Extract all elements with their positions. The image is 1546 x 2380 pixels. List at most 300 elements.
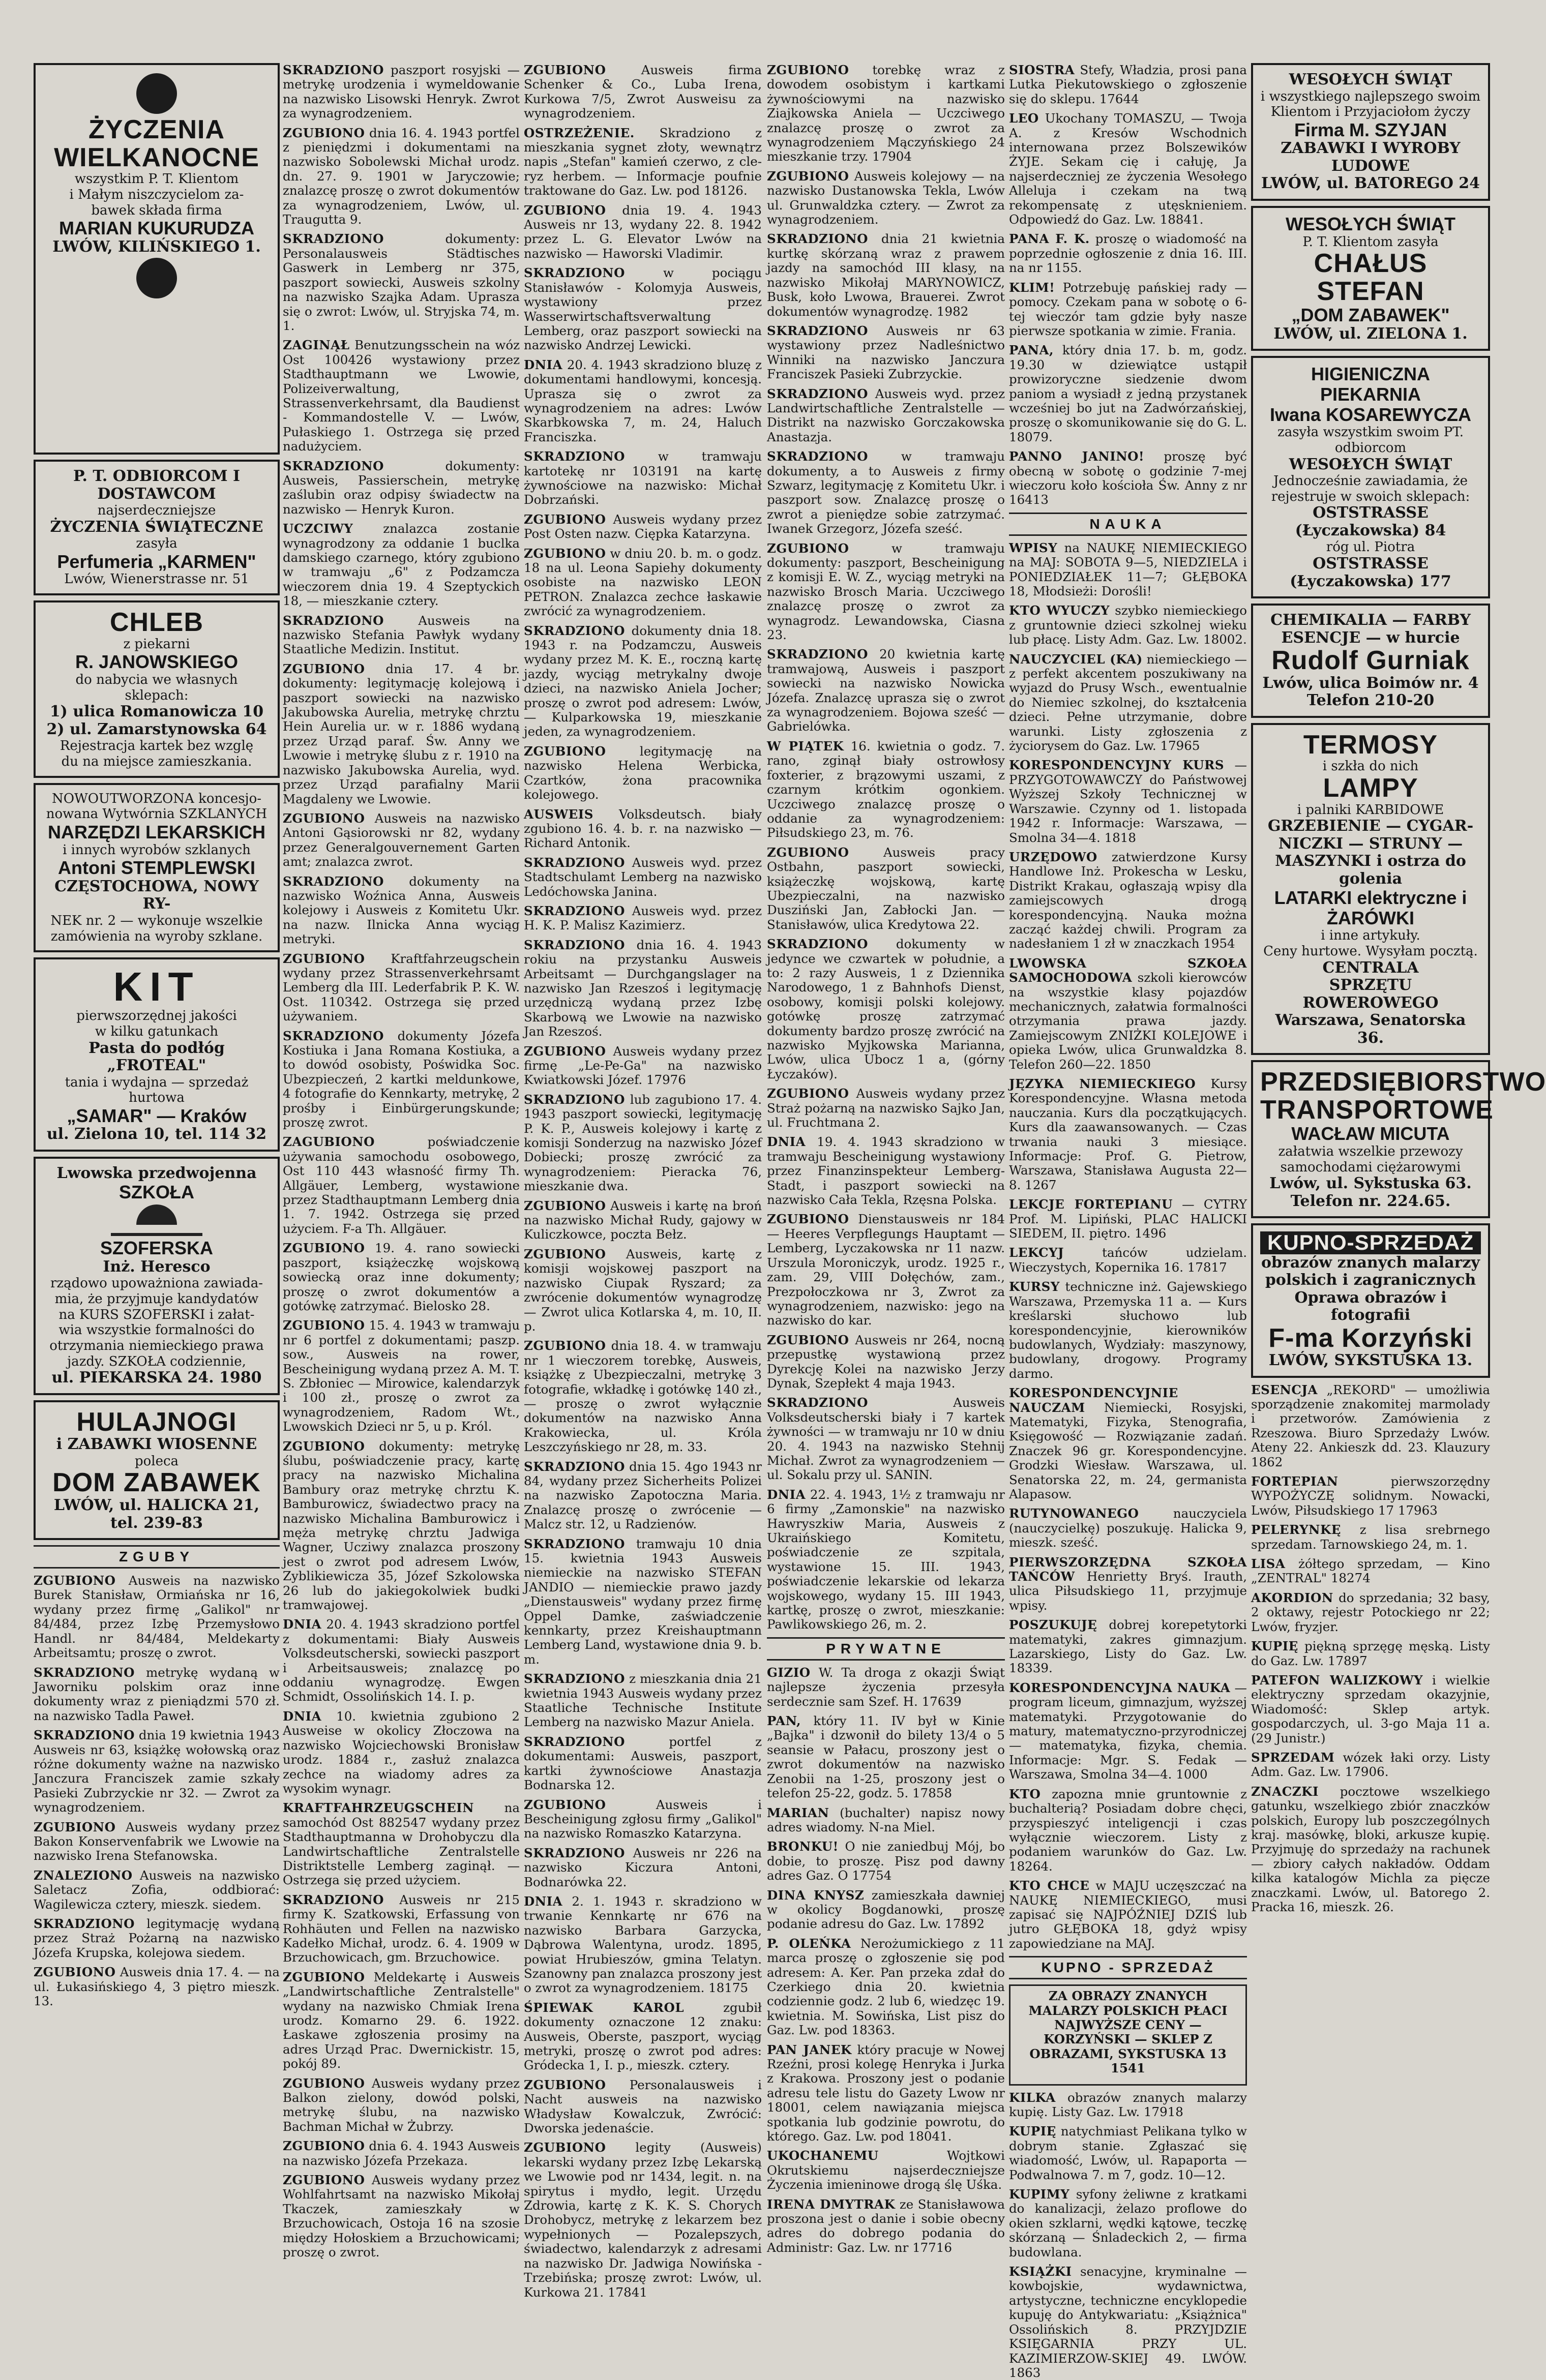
ad-firm-name: Iwana KOSAREWYCZA xyxy=(1269,404,1472,425)
classified-entry xyxy=(283,459,520,517)
entry-heading: ZGUBIONO xyxy=(524,1797,606,1812)
ad-address: LWÓW, ul. BATOREGO 24 xyxy=(1261,174,1480,193)
classified-entry xyxy=(524,856,762,899)
ad-text: sklepach: xyxy=(125,687,189,703)
entry-heading: ZGUBIONO xyxy=(767,1086,849,1101)
classified-entry xyxy=(283,338,520,454)
ad-text: obrazów znanych malarzy xyxy=(1261,1253,1480,1272)
entry-heading: PAN JANEK xyxy=(767,2042,852,2057)
ad-text: NOWOUTWORZONA koncesjo- xyxy=(51,791,262,806)
ad-phone: Telefon nr. 224.65. xyxy=(1290,1192,1451,1210)
classified-entry xyxy=(767,846,1005,932)
entry-text: dnia 19 kwietnia 1943 Ausweis nr 63, książkę wołowską oraz różne dokumenty ważne na nazwisko Janczura Franciszek zamie szkały Pasieki Zubrzyckie nr 32. — Zwrot za wynagrodzeniem. xyxy=(34,1728,280,1815)
entry-text: Ausweis nr 215 firmy K. Szatkowski, Erfassung von Rohhäuten und Fellen na nazwisko Kadełko Michał, urodz. 6. 4. 1909 w Brzuchowicach, gm. Brzuchowice. xyxy=(283,1892,520,1965)
classified-entry xyxy=(767,2043,1005,2144)
entry-text: 20 kwietnia kartę tramwajową, Ausweis i paszport sowiecki na nazwisko Nowicka Józefa. Znalazcę uprasza się o zwrot za wynagrodzeniem. Bojowa sześć — Gabrielówka. xyxy=(767,647,1005,734)
entry-text: i wielkie elektryczny sprzedam okazyjnie, Wiadomość: Sklep artyk. gospodarczych, ul. 3-go Maja 11 a. (29 Junistr.) xyxy=(1251,1672,1491,1745)
entry-text: Ausweis, kartę z komisji wojskowej paszport na nazwisko Ciupak Ryszard; za zwrócenie dokumentów wynagrodzę — Zwrot ulica Kotlarska 4, m. 10, II. p. xyxy=(524,1246,762,1334)
ad-firm-name: „DOM ZABAWEK" xyxy=(1291,305,1450,326)
entry-text: metrykę wydaną w Jaworniku polskim oraz inne dokumenty wraz z pieniądzmi 570 zł. na nazwisko Tadla Paweł. xyxy=(34,1665,280,1723)
classified-entry xyxy=(767,1135,1005,1207)
entry-text: proszę o wiadomość na poprzednie ogłoszenie z dnia 16. III. na nr 1155. xyxy=(1009,231,1247,276)
ad-title: SZOFERSKA xyxy=(100,1238,213,1259)
classified-entry xyxy=(767,1806,1005,1835)
ad-firm-name: „SAMAR" — Kraków xyxy=(67,1105,247,1126)
ad-address: LWÓW, ul. HALICKA 21, xyxy=(53,1496,260,1515)
ad-text: MASZYNKI i ostrza do xyxy=(1275,852,1466,870)
entry-text: który pracuje w Nowej Rzeźni, prosi kolegę Henryka i Jurka z Krakowa. Proszony jest o podanie adresu tele listu do Gazety Lwow nr 18001, celem nawiązania miejsca spotkania lub godzinie powrotu, do którego. Gaz. Lw. pod 18041. xyxy=(767,2042,1005,2144)
classified-entry xyxy=(524,624,762,739)
classified-entry xyxy=(1251,1785,1490,1915)
entry-text: w MAJU uczęszczać na NAUKĘ NIEMIECKIEGO, musi zapisać się NAJPÓŹNIEJ DZIŚ lub jutro GŁĘBOKA 18, gdyż wpisy zapowiedziane na MAJ. xyxy=(1009,1878,1247,1951)
entry-heading: DNIA xyxy=(283,1617,322,1632)
ad-kit xyxy=(34,957,280,1152)
entry-text: Kraftfahrzeugschein wydany przez Strassenverkehrsamt Lemberg dla III. Lederfabrik P. K. W. Ost. 110342. Ostrzega się przed używaniem. xyxy=(283,951,520,1024)
entry-text: dnia 6. 4. 1943 Ausweis na nazwisko Józefa Przekaza. xyxy=(283,2138,520,2168)
ad-title: HIGIENICZNA PIEKARNIA xyxy=(1311,364,1430,405)
classified-entry xyxy=(524,1846,762,1889)
entry-text: W. Ta droga z okazji Świąt najlepsze życzenia przesyła serdecznie sam Szef. H. 17639 xyxy=(767,1665,1005,1709)
ad-text: Klientom i Przyjaciołom życzy xyxy=(1270,104,1471,120)
entry-text: żółtego sprzedam, — Kino „ZENTRAL" 18274 xyxy=(1251,1556,1490,1586)
ad-address: Lwów, ul. Sykstuska 63. xyxy=(1269,1174,1472,1193)
classified-entry xyxy=(1009,2187,1247,2260)
classified-entry xyxy=(34,1574,280,1660)
entry-text: „REKORD" — umożliwia sporządzenie znakomitej marmolady i przetworów. Zamówienia z Rzeszowa. Biuro Sprzedaży Lwów. Ateny 22. Ankieszk dd. 23. Klauzury 1862 xyxy=(1251,1382,1490,1469)
classified-entry xyxy=(283,1241,520,1313)
classified-entry xyxy=(524,203,762,261)
classified-list-kupno xyxy=(1009,2091,1247,2380)
classified-entry xyxy=(1009,343,1247,444)
entry-text: 19. 4. 1943 skradziono w tramwaju Bescheinigung wystawiony przez Finanzinspekteur Lemberg-Stadt, i paszport sowiecki na nazwisko Cała Tekla, Rzęsna Polska. xyxy=(767,1134,1005,1208)
classified-entry xyxy=(34,1965,280,2008)
classified-entry xyxy=(767,1937,1005,2038)
ad-text: NEK nr. 2 — wykonuje wszelkie xyxy=(50,913,263,928)
classified-entry xyxy=(283,2173,520,2260)
entry-text: Kursy Korespondencyjne. Własna metoda nauczania. Kurs dla początkujących. Kurs dla zaawansowanych. — Czas trwania nauki 3 miesiące. Informacje: Prof. G. Pietrow, Warszawa, Stanisława Augusta 22—8. 1267 xyxy=(1009,1076,1247,1192)
ad-text: i innych wyrobów szklanych xyxy=(63,842,251,858)
ad-address: OSTSTRASSE (Łyczakowska) 177 xyxy=(1290,555,1451,590)
ad-title: WESOŁYCH ŚWIĄT xyxy=(1289,71,1452,88)
entry-text: Ausweis pracy Ostbahn, paszport sowiecki, książeczkę wojskową, kartę Ubezpieczalni, na nazwisko Dusziński Jan, Zabłocki Jan. — Stanisławów, ulica Kredytowa 22. xyxy=(767,845,1005,932)
entry-text: Ausweis wyd. przez Stadtschulamt Lemberg na nazwisko Ledóchowska Janina. xyxy=(524,855,762,899)
entry-text: szkoli kierowców na wszystkie klasy pojazdów mechanicznych, załatwia formalności otrzymania prawa jazdy. Zamiejscowym ZNIŻKI KOLEJOWE i opieka Lwów, ulica Grunwaldzka 8. Telefon 260—22. 1850 xyxy=(1009,970,1247,1072)
ornament-circle-icon xyxy=(136,258,177,298)
classified-entry xyxy=(1251,1591,1490,1634)
entry-heading: SKRADZIONO xyxy=(34,1665,135,1680)
classified-list xyxy=(524,63,762,2300)
classified-entry xyxy=(1009,2091,1247,2120)
entry-heading: SKRADZIONO xyxy=(283,1892,384,1907)
classified-entry xyxy=(283,1439,520,1613)
ad-text: i inne artykuły. xyxy=(1321,928,1420,944)
classified-entry xyxy=(1009,63,1247,106)
ad-text: tania i wydajna — sprzedaż hurtowa xyxy=(65,1074,249,1106)
ad-text: zasyła wszystkim swoim PT. odbiorcom xyxy=(1277,425,1464,456)
classified-entry xyxy=(1009,1077,1247,1192)
classified-entry xyxy=(283,63,520,121)
classified-entry xyxy=(524,266,762,352)
ad-address: 2) ul. Zamarstynowska 64 xyxy=(46,720,267,738)
entry-text: portfel z dokumentami: Ausweis, paszport, kartki żywnościowe Anastazja Bodnarska 12. xyxy=(524,1734,762,1793)
entry-heading: ZGUBIONO xyxy=(767,1212,849,1227)
entry-text: Ausweis wyd. przez H. K. P. Malisz Kazimierz. xyxy=(524,903,762,933)
entry-heading: ZGUBIONO xyxy=(524,743,606,759)
entry-text: Ausweis na nazwisko Burek Stanisław, Ormiańska nr 16, wydany przez firmę „Galikol" nr 84/484, przez Izbę Przemysłowo Handl. nr 84/484, Meldekarty Arbeitsamtu; proszę o zwrot. xyxy=(34,1573,280,1661)
classified-entry xyxy=(524,1894,762,1996)
entry-text: Ausweis wydany przez Bakon Konservenfabrik we Lwowie na nazwisko Irena Stefanowska. xyxy=(34,1819,280,1863)
ad-gurniak xyxy=(1251,604,1490,718)
classified-entry xyxy=(767,387,1005,445)
ad-title: WIELKANOCNE xyxy=(54,142,259,172)
ad-text: NICZKI — STRUNY — xyxy=(1278,834,1463,853)
ad-text: du na miejsce zamieszkania. xyxy=(61,754,252,769)
ad-title: PRZEDSIĘBIORSTWO xyxy=(1260,1067,1546,1097)
classified-entry xyxy=(767,1714,1005,1800)
entry-text: Potrzebuję pańskiej rady — pomocy. Czekam pana w sobotę o 6-tej wieczór tam gdzie były nasze pierwsze spotkania w zimie. Frania. xyxy=(1009,280,1247,338)
entry-text: dnia 15. 4go 1943 nr 84, wydany przez Sicherheits Polizei na nazwisko Zapotoczna Maria. Znalazcę proszę o zwrócenie — Malcz str. 12, u Radzienów. xyxy=(524,1459,762,1532)
ad-text: LUDOWE xyxy=(1331,157,1410,175)
ad-firm-name: R. JANOWSKIEGO xyxy=(75,651,239,673)
classified-entry xyxy=(524,1537,762,1667)
entry-text: dnia 21 kwietnia kurtkę skórzaną wraz z prawem jazdy na samochód III klasy, na nazwisko Mikołaj MARYNOWICZ, Busk, koło Lwowa, Brauerei. Zwrot dokumentów wynagrodzę. 1982 xyxy=(767,231,1005,319)
entry-text: dnia 16. 4. 1943 rokiu na przystanku Ausweis Arbeitsamt — Durchgangslager na nazwisko Jan Rzeszoś i legitymację urzędniczą wydaną przez Izbę Skarbową we Lwowie na nazwisko Jan Rzeszoś. xyxy=(524,937,762,1039)
classified-entry xyxy=(1009,449,1247,507)
entry-text: Meldekartę i Ausweis „Landwirtschaftliche Zentralstelle" wydany na nazwisko Chmiak Irena urodz. Komarno 29. 6. 1922. Łaskawe zgłoszenia prosimy na adres Urząd Prac. Dwernickistr. 15, pokój 89. xyxy=(283,1969,520,2071)
classified-entry xyxy=(767,232,1005,318)
entry-heading: URZĘDOWO xyxy=(1009,849,1097,864)
ad-firm-name: F-ma Korzyński xyxy=(1268,1323,1473,1353)
entry-heading: ZGUBIONO xyxy=(767,168,849,184)
entry-text: O nie zaniedbuj Mój, bo dobie, to proszę. Pisz pod dawny adres Gaz. O 17754 xyxy=(767,1839,1005,1883)
ad-szkola-szoferska xyxy=(34,1157,280,1395)
classified-entry xyxy=(1251,1557,1490,1586)
entry-heading: ZGUBIONO xyxy=(524,2140,606,2155)
classified-entry xyxy=(283,232,520,333)
classified-entry xyxy=(767,1888,1005,1932)
ad-text: ŻYCZENIA ŚWIĄTECZNE xyxy=(50,518,263,536)
ad-firm-name: CENTRALA xyxy=(1322,958,1419,977)
classified-entry xyxy=(1009,1879,1247,1951)
column-classifieds-3 xyxy=(524,63,762,2300)
classified-entry xyxy=(1009,1280,1247,1381)
classified-entry xyxy=(1009,111,1247,227)
entry-text: do sprzedania; 32 basy, 2 oktawy, rejestr Potockiego nr 22; Lwów, fryzjer. xyxy=(1251,1590,1490,1634)
entry-heading: ESENCJA xyxy=(1251,1382,1318,1397)
entry-heading: KTO WYUCZY xyxy=(1009,603,1110,618)
entry-text: dokumenty dnia 18. 1943 r. na Podzamczu, Ausweis wydany przez M. K. E., roczną kartę jazdy, wyciąg metrykalny dwoje dzieci, na nazwisko Aniela Jocher; proszę o zwrot pod adresem: Lwów, — Kulparkowska 19, mieszkanie jeden, za wynagrodzeniem. xyxy=(524,623,762,739)
entry-heading: ZGUBIONO xyxy=(283,1241,365,1256)
entry-heading: SKRADZIONO xyxy=(524,623,626,638)
ad-text: z piekarni xyxy=(123,636,190,652)
entry-heading: KRAFTFAHRZEUGSCHEIN xyxy=(283,1800,474,1816)
entry-heading: SKRADZIONO xyxy=(34,1728,135,1743)
ad-chalus xyxy=(1251,206,1490,351)
entry-text: torebkę wraz z dowodem osobistym i kartkami żywnościowymi na nazwisko Ziajkowska Aniela — Uczciwego znalazcę proszę o zwrot za wynagrodzeniem Mączyńskiego 24 mieszkanie trzy. 17904 xyxy=(767,63,1005,164)
classified-entry xyxy=(34,1820,280,1863)
entry-heading: KSIĄŻKI xyxy=(1009,2264,1072,2279)
entry-text: dokumenty: metrykę ślubu, poświadczenie pracy, kartę pracy na nazwisko Michalina Bambury oraz metrykę chrztu K. Bamburowicz, świadectwo pracy na nazwisko Michalina Bamburowicz i męża metrykę chrztu Jadwiga Wagner, Ucziwy znalazca proszony jest o zwrot pod adresem Lwów, Zyblikiewicza 35, Józef Szkolowska 26 lub do jakiegokolwiek budki tramwajowej. xyxy=(283,1438,520,1613)
ad-kosarewycz xyxy=(1251,356,1490,598)
ad-title: HULAJNOGI xyxy=(76,1407,237,1437)
classified-entry xyxy=(524,63,762,121)
entry-heading: JĘZYKA NIEMIECKIEGO xyxy=(1009,1076,1196,1091)
entry-heading: KORESPONDENCYJNY KURS xyxy=(1009,758,1225,773)
classified-entry xyxy=(524,1460,762,1532)
ad-title: TERMOSY xyxy=(1303,730,1438,760)
column-classifieds-2 xyxy=(283,63,520,2260)
ad-text: ZABAWKI I WYROBY xyxy=(1281,139,1461,158)
entry-text: na NAUKĘ NIEMIECKIEGO na MAJ: SOBOTA 9—5, NIEDZIELA i PONIEDZIAŁEK 11—7; GŁĘBOKA 18, Młodsieżi: Dorośli! xyxy=(1009,540,1247,598)
classified-entry xyxy=(524,807,762,851)
entry-text: Nerożumickiego z 11 marca proszę o zgłoszenie się pod adresem: A. Ker. Pan przeka zdał do Czerkiego dnia 20. kwietnia codziennie godz. 2 lub 6, wiedzęc 19. kwietnia. M. Sowińska, List pisz do Gaz. Lw. pod 18363. xyxy=(767,1936,1005,2038)
entry-text: znalazca zostanie wynagrodzony za oddanie 1 buclka damskiego czarnego, który zgubiono w tramwaju „6" z Podzamcza wieczorem dnia 19. 4 Szeptyckich 18, — mieszkanie cztery. xyxy=(283,521,520,609)
classified-entry xyxy=(283,875,520,947)
entry-text: 22. 4. 1943, 1½ z tramwaju nr 6 firmy „Zamonskie" na nazwisko Hawryszkiw Maria, Ausweis z Ukraińskiego Komitetu, poświadczenie ze szpitala, wystawione 15. III. 1943, poświadczenie lekarskie od lekarza wojskowego, wydany 15. III 1943, kartkę, proszę o zwrot, mieszkanie: Pawlikowskiego 26, m. 2. xyxy=(767,1487,1005,1632)
classified-list xyxy=(283,63,520,2260)
classified-entry xyxy=(283,1709,520,1796)
classified-entry xyxy=(283,1135,520,1236)
classified-entry xyxy=(283,2076,520,2134)
ad-text: i Małym niszczycielom za- xyxy=(69,187,244,202)
ad-text: bawek składa firma xyxy=(91,202,222,218)
entry-text: 19. 4. rano sowiecki paszport, książeczkę wojskową sowiecką oraz inne dokumenty; proszę o zwrot dokumentów a gotówkę zatrzymać. Bielosko 28. xyxy=(283,1241,520,1313)
entry-heading: WPISY xyxy=(1009,540,1058,555)
classified-entry xyxy=(524,1093,762,1194)
classified-entry xyxy=(283,1318,520,1434)
entry-text: w dniu 20. b. m. o godz. 18 na ul. Leona Sapiehy dokumenty osobiste na nazwisko LEON PETRON. Znalazca zechce łaskawie zwrócić za wynagrodzeniem. xyxy=(524,546,762,619)
entry-text: zapozna mnie gruntownie z buchalterią? Posiadam dobre chęci, przyspieszyć inteligencji i czas wyłącznie wieczorem. Listy z podaniem warunków do Gaz. Lw. 18264. xyxy=(1009,1786,1247,1874)
classified-entry xyxy=(34,1728,280,1815)
ad-firm-name: Antoni STEMPLEWSKI xyxy=(58,857,255,879)
entry-heading: ZGUBIONO xyxy=(524,1246,606,1261)
ad-firm-name: CHAŁUS STEFAN xyxy=(1314,249,1428,306)
classified-entry xyxy=(283,1801,520,1887)
ad-text: mia, że przyjmuje kandydatów xyxy=(54,1291,259,1307)
classified-entry xyxy=(1009,1555,1247,1613)
column-left-ads xyxy=(34,63,280,2026)
entry-text: dnia 19. 4. 1943 Ausweis nr 13, wydany 22. 8. 1942 przez L. G. Elevator Lwów na nazwisko — Haworski Vladimir. xyxy=(524,202,762,261)
entry-text: Ausweis dnia 17. 4. — na ul. Łukasińskiego 4, 3 piętro mieszk. 13. xyxy=(34,1965,280,2009)
ad-text: P. T. Klientom zasyła xyxy=(1302,234,1439,250)
classified-entry xyxy=(767,937,1005,1081)
entry-text: dokumenty: Ausweis, Passierschein, metrykę zaślubin oraz odpisy świadectw na nazwisko — Henryk Kuron. xyxy=(283,458,520,517)
classified-entry xyxy=(1009,850,1247,951)
entry-text: tańców udzielam. Wieczystych, Kopernika 16. 17817 xyxy=(1009,1245,1247,1275)
entry-heading: LWOWSKA SZKOŁA SAMOCHODOWA xyxy=(1009,955,1247,985)
entry-heading: ZGUBIONO xyxy=(283,661,365,676)
classified-entry xyxy=(1009,2124,1247,2182)
entry-heading: FORTEPIAN xyxy=(1251,1474,1339,1489)
entry-text: Dienstausweis nr 184 — Heeres Verpflegungs Hauptamt — Lemberg, Lyczakowska nr 11 nazw. Urszula Moroniczyk, urodz. 1925 r., zam. 29, VIII Dołęchów, zam., Prezpołoczkowa nr 3, Zwrot za wynagrodzeniem, nazwisko: jego na nazwisko do kar. xyxy=(767,1212,1005,1328)
classified-entry xyxy=(1009,1386,1247,1501)
ad-text: rządowo upoważniona zawiada- xyxy=(50,1276,263,1291)
ad-title: SZKOŁA xyxy=(119,1182,194,1203)
entry-text: natychmiast Pelikana tylko w dobrym stanie. Zgłaszać się wiadomość, Lwów, ul. Rapaporta — Podwalnowa 7. m 7, godz. 10—12. xyxy=(1009,2124,1247,2182)
ad-title: LAMPY xyxy=(1323,773,1418,803)
classified-entry xyxy=(767,169,1005,227)
classified-entry xyxy=(524,1044,762,1088)
classified-entry xyxy=(1009,281,1247,339)
classified-entry xyxy=(524,358,762,444)
section-heading-nauka: NAUKA xyxy=(1009,513,1247,536)
entry-heading: IRENA DMYTRAK xyxy=(767,2196,896,2212)
ad-firm-name: Perfumeria „KARMEN" xyxy=(57,551,256,572)
classified-entry xyxy=(524,2078,762,2136)
entry-text: Skradziono z mieszkania sygnet złoty, wewnątrz napis „Stefan" kamień czerwo, z cle-ryz herbem. — Informacje poufnie traktowane do Gaz. Lw. pod 18126. xyxy=(524,125,762,198)
entry-text: Ausweis wydany przez Straż pożarną na nazwisko Sajko Jan, ul. Fruchtmana 2. xyxy=(767,1086,1005,1130)
entry-text: Ausweis wydany przez Post Osten nazw. Ciępka Katarzyna. xyxy=(524,511,762,541)
classified-entry xyxy=(34,1666,280,1724)
entry-heading: SKRADZIONO xyxy=(524,265,626,281)
classified-entry xyxy=(524,513,762,541)
column-classifieds-5 xyxy=(1009,63,1247,2380)
ad-text: CHEMIKALIA — FARBY xyxy=(1270,611,1471,629)
entry-heading: KORESPONDENCYJNA NAUKA xyxy=(1009,1680,1231,1695)
entry-text: piękną sprzęgę męską. Listy do Gaz. Lw. 17897 xyxy=(1251,1639,1490,1668)
entry-text: Ukochany TOMASZU, — Twoja A. z Kresów Wschodnich internowana przez Bolszewików ŻYJE. Sekam cię i całuję, Ja najserdeczniej ze życzenia Wesołego Alleluja i czekam na twą rekompensatę z utęsknieniem. Odpowiedź do Gaz. Lw. 18841. xyxy=(1009,111,1247,227)
entry-text: legity (Ausweis) lekarski wydany przez Izbę Lekarską we Lwowie pod nr 1434, legit. n. na spirytus i mydło, legit. Urzędu Zdrowia, kartę z K. K. S. Chorych Drohobycz, metrykę z lekarzem bez wypełnionych — Pozalepszych, świadectwo, kalendarzyk z adresami na nazwisko Dr. Jadwiga Nowińska - Trzebińska; proszę zwrot: Lwów, ul. Kurkowa 21. 17841 xyxy=(524,2140,762,2300)
entry-heading: KUPIĘ xyxy=(1251,1639,1298,1654)
entry-text: proszę być obecną w sobotę o godzinie 7-mej wieczoru koło kościoła Św. Anny z nr 16413 xyxy=(1009,449,1247,507)
entry-text: 15. 4. 1943 w tramwaju nr 6 portfel z dokumentami; paszp. sow., Ausweis na rower, Bescheinigung wydaną przez A. M. T. S. Zbłoniec — Mirowice, kalendarzyk i 100 zł., proszę o zwrot za wynagrodzeniem, Radom Wt., Lwowskich Dzieci nr 5, u p. Król. xyxy=(283,1318,520,1434)
entry-heading: SKRADZIONO xyxy=(524,449,626,464)
entry-heading: SIOSTRA xyxy=(1009,63,1075,77)
ad-firm-name: DOM ZABAWEK xyxy=(52,1468,261,1498)
classified-list xyxy=(767,63,1005,2255)
entry-text: który 11. IV był w Kinie „Bajka" i dzwonił do bilety 13/4 o 5 seansie w Pałacu, proszony jest o zwrot dokumentów na nazwisko Zenobii na 1-25, proszony jest o telefon 25-22, godz. 5. 17858 xyxy=(767,1713,1005,1801)
entry-heading: ZGUBIONO xyxy=(524,63,606,77)
classified-list-nauka xyxy=(1009,541,1247,1951)
entry-text: lub zagubiono 17. 4. 1943 paszport sowiecki, legitymację P. K. P., Ausweis kolejowy i kartę z komisji Sonderzug na nazwisko Józef Dobiecki; proszę zwrócić za wynagrodzeniem: Pieracka 76, mieszkanie dwa. xyxy=(524,1092,762,1194)
classified-entry xyxy=(34,1917,280,1960)
entry-text: w tramwaju kartotekę nr 103191 na kartę żywnościowe na nazwisko: Michał Dobrzański. xyxy=(524,449,762,507)
entry-text: na samochód Ost 882547 wydany przez Stadthauptmanna w Drohobyczu dla Landwirtschaftliche Zentralstelle Distriktstelle Lemberg zaginął. — Ostrzega się przed użyciem. xyxy=(283,1800,520,1888)
classified-entry xyxy=(283,126,520,227)
entry-heading: SKRADZIONO xyxy=(767,937,869,952)
entry-text: 16. kwietnia o godz. 7. rano, zginął biały ostrowłosy foxterier, z brązowymi uszami, z czarnym krótkim ogonkiem. Uczciwego znalazcę proszę o oddanie za wynagrodzeniem: Piłsudskiego 23, m. 76. xyxy=(767,738,1005,840)
entry-heading: KUPIMY xyxy=(1009,2187,1070,2202)
entry-heading: SKRADZIONO xyxy=(283,613,384,628)
entry-heading: LEKCYJ xyxy=(1009,1245,1064,1260)
entry-text: techniczne inż. Gajewskiego Warszawa, Przemyska 11 a. — Kurs kreślarski słuchowo lub korespondencyjnie, kierowników budowlanych, Wydziały: maszynowy, budowlany, drogowy. Programy darmo. xyxy=(1009,1279,1247,1381)
entry-text: Ausweis wyd. przez Landwirtschaftliche Zentralstelle — Distrikt na nazwisko Gorczakowska Anastazja. xyxy=(767,386,1005,444)
column-right-ads xyxy=(1251,63,1546,2026)
ad-text: GRZEBIENIE — CYGAR- xyxy=(1267,817,1474,835)
classified-entry xyxy=(1251,1383,1490,1469)
classified-entry xyxy=(524,449,762,507)
entry-heading: ZGUBIONO xyxy=(283,125,365,140)
entry-text: Ausweis wydany przez Wohlfahrtsamt na nazwisko Mikołaj Tkaczek, zamieszkały w Brzuchowicach, Ostoja 16 na szosie między Hołoskiem a Brzuchowicami; proszę o zwrot. xyxy=(283,2173,520,2260)
ad-text: polskich i zagranicznych xyxy=(1265,1271,1476,1289)
entry-heading: LEO xyxy=(1009,111,1039,126)
ad-title: NARZĘDZI LEKARSKICH xyxy=(48,822,265,842)
entry-heading: RUTYNOWANEGO xyxy=(1009,1506,1139,1521)
ad-text: P. T. ODBIORCOM I DOSTAWCOM xyxy=(73,467,241,503)
entry-text: który dnia 17. b. m, godz. 19.30 w dziewiątce ustąpił prowizoryczne siedzenie dwom paniom a wysiadł z jedną przystanek wcześniej bo jut na Zadwórzańskiej, proszę o skomunikowanie się do G. L. 18079. xyxy=(1009,343,1247,444)
classified-entry xyxy=(524,547,762,619)
entry-heading: ZGUBIONO xyxy=(524,202,606,218)
entry-heading: KLIM! xyxy=(1009,280,1055,295)
ad-address: ul. PIEKARSKA 24. 1980 xyxy=(51,1369,262,1387)
entry-text: szybko niemieckiego z gruntownie dzieci szkolnej wieku lub płacę. Listy Adm. Gaz. Lw. 18002. xyxy=(1009,603,1247,647)
ad-firm-name: Firma M. SZYJAN xyxy=(1294,119,1447,140)
ad-address: LWÓW, KILIŃSKIEGO 1. xyxy=(52,237,261,256)
classified-list-personal xyxy=(1009,63,1247,507)
entry-heading: OSTRZEŻENIE. xyxy=(524,125,635,140)
classified-entry xyxy=(1251,1673,1490,1745)
classified-entry xyxy=(767,1840,1005,1883)
entry-text: dnia 18. 4. w tramwaju nr 1 wieczorem torebkę, Ausweis, książkę z Ubezpieczalni, metrykę 3 fotografie, wkładkę i gotówkę 140 zł., — proszę o zwrot wyłącznie dokumentów na nazwisko Anna Krakowiecka, ul. Króla Leszczyńskiego nr 28, m. 33. xyxy=(524,1338,762,1455)
entry-heading: SKRADZIONO xyxy=(524,1092,626,1107)
entry-heading: SKRADZIONO xyxy=(524,903,626,918)
entry-text: obrazów znanych malarzy kupię. Listy Gaz. Lw. 17918 xyxy=(1009,2090,1247,2119)
ad-firm-name: MARIAN KUKURUDZA xyxy=(59,218,254,239)
entry-text: z mieszkania dnia 21 kwietnia 1943 Ausweis wydany przez Staatliche Technische Institute Lemberg na nazwisko Mazur Aniela. xyxy=(524,1671,762,1730)
entry-heading: GIZIO xyxy=(767,1665,811,1680)
entry-heading: ZGUBIONO xyxy=(283,1969,365,1984)
ad-text: Jednocześnie zawiadamia, że rejestruje w swoich sklepach: xyxy=(1271,473,1470,504)
entry-text: Ausweis kolejowy — na nazwisko Dustanowska Tekla, Lwów ul. Grunwaldzka cztery. — Zwrot za wynagrodzeniem. xyxy=(767,168,1005,227)
entry-heading: KTO xyxy=(1009,1786,1041,1801)
classified-entry xyxy=(767,324,1005,382)
entry-text: pocztowe wszelkiego gatunku, wszelkiego zbiór znaczków polskich, Europy lub poszczególnych kraj. masówkę, bloki, arkusze kupię. Przyjmuję do sprzedaży na rachunek — zbiory całych nakładów. Oddam kilka katalogów Michla za pięcze znaczkami. Lwów, ul. Batorego 2. Pracka 16, mieszk. 26. xyxy=(1251,1784,1490,1914)
entry-text: z lisa srebrnego sprzedam. Tarnowskiego 24, m. 1. xyxy=(1251,1522,1490,1552)
ad-text: wszystkim P. T. Klientom xyxy=(74,171,239,187)
ad-title: CHLEB xyxy=(109,608,204,638)
entry-heading: KORESPONDENCYJNIE NAUCZAM xyxy=(1009,1385,1178,1415)
entry-heading: NAUCZYCIEL (KA) xyxy=(1009,651,1143,667)
entry-text: — PRZYGOTOWAWCZY do Państwowej Wyższej Szkoły Technicznej w Warszawie. Czynny od 1. listopada 1942 r. Informacje: Warszawa, — Smolna 34—4. 1818 xyxy=(1009,758,1247,845)
classified-entry xyxy=(1009,1507,1247,1550)
entry-heading: SKRADZIONO xyxy=(283,1028,384,1043)
classified-entry xyxy=(1251,1639,1490,1668)
ad-address: OSTSTRASSE (Łyczakowska) 84 xyxy=(1295,504,1446,539)
classified-entry xyxy=(524,938,762,1039)
entry-text: wózek łaki orzy. Listy Adm. Gaz. Lw. 17906. xyxy=(1251,1750,1490,1780)
entry-heading: SKRADZIONO xyxy=(524,855,626,870)
entry-text: zgubił dokumenty oznaczone 12 znaku: Ausweis, Oberste, paszport, wyciąg metryki, proszę o zwrot pod adres: Gródecka 1, I. p., mieszk. cztery. xyxy=(524,2000,762,2073)
classified-entry xyxy=(1009,2265,1247,2380)
ad-text: pierwszorzędnej jakości xyxy=(76,1008,237,1024)
entry-heading: SKRADZIONO xyxy=(767,449,869,464)
ad-address: CZĘSTOCHOWA, NOWY RY- xyxy=(54,877,259,913)
entry-text: Ausweis nr 264, nocną przepustkę wystawioną przez Dyrekcję Kolei na nazwisko Jerzy Dynak, Szepłekt 4 maja 1943. xyxy=(767,1332,1005,1391)
ad-text: ESENCJE — w hurcie xyxy=(1281,628,1460,647)
ad-address: LWÓW, SYKSTUSKA 13. xyxy=(1268,1351,1473,1370)
entry-text: poświadczenie używania samochodu osobowego, Ost 110 443 własność firmy Th. Allgäuer, Lemberg, wystawione przez Stadthauptmann Lemberg dnia 1. 7. 1942. Ostrzega się przed użyciem. F-a Th. Allgäuer. xyxy=(283,1134,520,1236)
entry-heading: ZGUBIONO xyxy=(524,2077,606,2092)
entry-text: niemieckiego — z perfekt akcentem poszukiwany na wyjazd do Prusy Wsch., ewentualnie do Niemiec szkolnej, do kształcenia dzieci. Pełne utrzymanie, dobre warunki. Listy zgłoszenia z życiorysem do Gaz. Lw. 17965 xyxy=(1009,651,1247,754)
classified-entry xyxy=(283,662,520,806)
entry-heading: SKRADZIONO xyxy=(283,63,384,77)
ad-text: samochodami ciężarowymi xyxy=(1280,1159,1461,1175)
entry-heading: SKRADZIONO xyxy=(283,458,384,473)
ad-address: Lwów, ulica Boimów nr. 4 xyxy=(1262,674,1479,692)
ad-title: TRANSPORTOWE xyxy=(1260,1095,1494,1125)
classified-entry xyxy=(767,449,1005,536)
classified-entry xyxy=(767,1488,1005,1632)
classified-entry xyxy=(767,1087,1005,1130)
entry-heading: ZNALEZIONO xyxy=(34,1867,133,1883)
classified-entry xyxy=(1009,1681,1247,1782)
ad-firm-name: SPRZĘTU ROWEROWEGO xyxy=(1302,976,1439,1012)
entry-text: Ausweis nr 63 wystawiony przez Nadleśnictwo Winniki na nazwisko Janczura Franciszek Pasieki Zubrzyckie. xyxy=(767,323,1005,382)
entry-heading: ZAGUBIONO xyxy=(283,1134,375,1150)
ad-text: Rejestracja kartek bez wzglę xyxy=(60,738,254,754)
classified-entry xyxy=(283,522,520,608)
entry-text: tramwaju 10 dnia 15. kwietnia 1943 Ausweis niemieckie na nazwisko STEFAN JANDIO — niemieckie prawo jazdy „Dienstausweis" wydany przez firmę Oppel Damke, zaświadczenie kennkarty, przez Kreishauptmann Lemberg Land, wystawione dnia 9. b. m. xyxy=(524,1536,762,1667)
